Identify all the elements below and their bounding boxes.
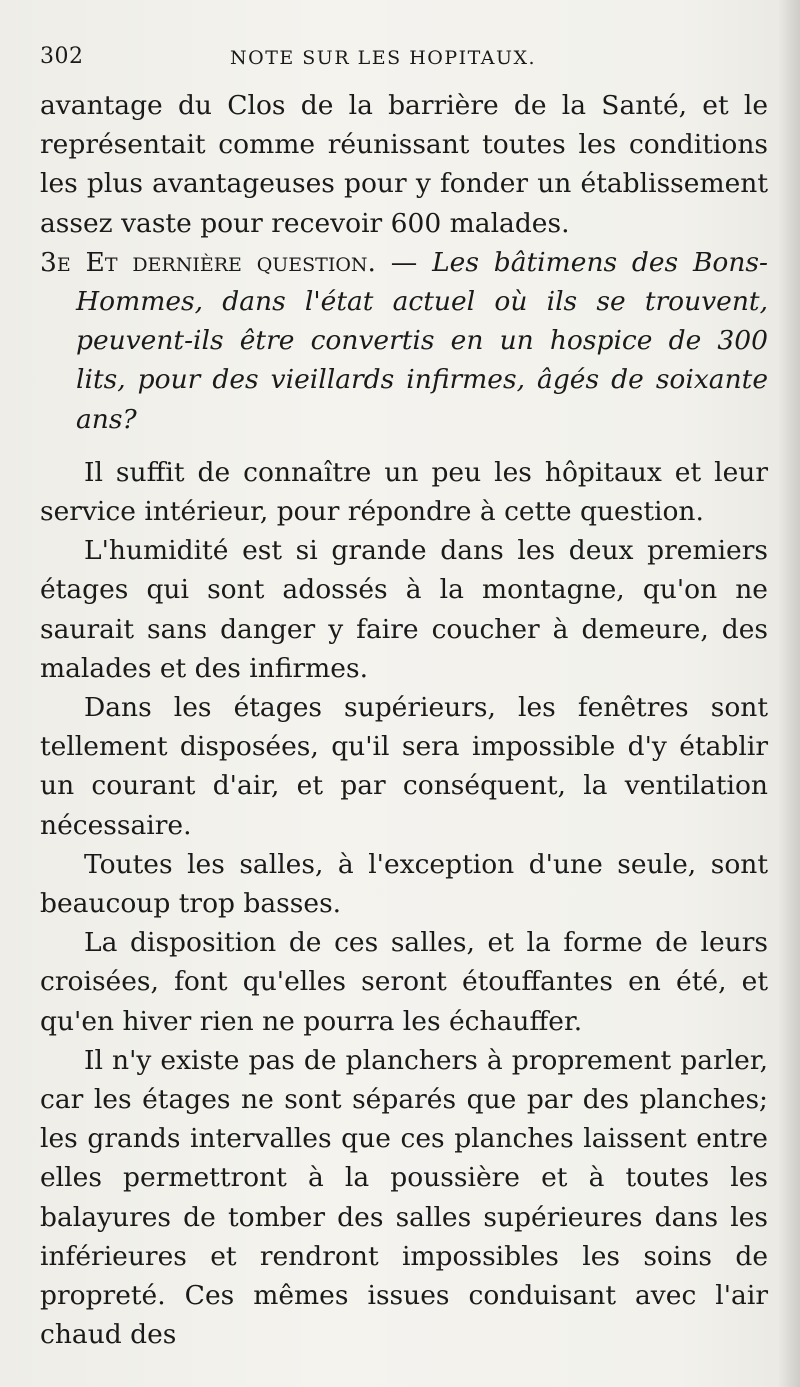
page-edge-shadow [778,0,800,1387]
paragraph: La disposition de ces salles, et la forme de leurs croisées, font qu'elles seront étouffantes en été, et qu'en hiver rien ne pourra les échauffer. [40,927,768,1037]
paragraph-continued: avantage du Clos de la barrière de la Santé, et le représentait comme réunissant toutes les conditions les plus avantageuses pour y fonder un établissement assez vaste pour recevoir 600 malades. [40,90,768,239]
paragraph: L'humidité est si grande dans les deux premiers étages qui sont adossés à la montagne, qu'on ne saurait sans danger y faire coucher à demeure, des malades et des infirmes. [40,535,768,684]
question-3 [40,243,768,439]
paragraph: Il n'y existe pas de planchers à proprement parler, car les étages ne sont séparés que par des planches; les grands intervalles que ces planches laissent entre elles permettront à la poussière et à toutes les balayures de tomber des salles supérieures dans les inférieures et rendront impossibles les soins de propreté. Ces mêmes issues conduisant avec l'air chaud des [40,1044,768,1351]
paragraph: Il suffit de connaître un peu les hôpitaux et leur service intérieur, pour répondre à cette question. [40,456,768,528]
question-text: Les bâtimens des Bons-Hommes, dans l'état actuel où ils se trouvent, peuvent-ils être convertis en un hospice de 300 lits, pour des vieillards infirmes, âgés de soixante ans? [76,246,768,435]
running-title: NOTE SUR LES HOPITAUX. [230,47,537,69]
question-label: 3e Et dernière question. — [40,246,418,278]
page-number: 302 [40,44,84,69]
body-text [40,86,768,1355]
paragraph: Dans les étages supérieurs, les fenêtres sont tellement disposées, qu'il sera impossible d'y établir un courant d'air, et par conséquent, la ventilation nécessaire. [40,692,768,841]
page-header [40,44,760,78]
paragraph: Toutes les salles, à l'exception d'une seule, sont beaucoup trop basses. [40,848,768,920]
